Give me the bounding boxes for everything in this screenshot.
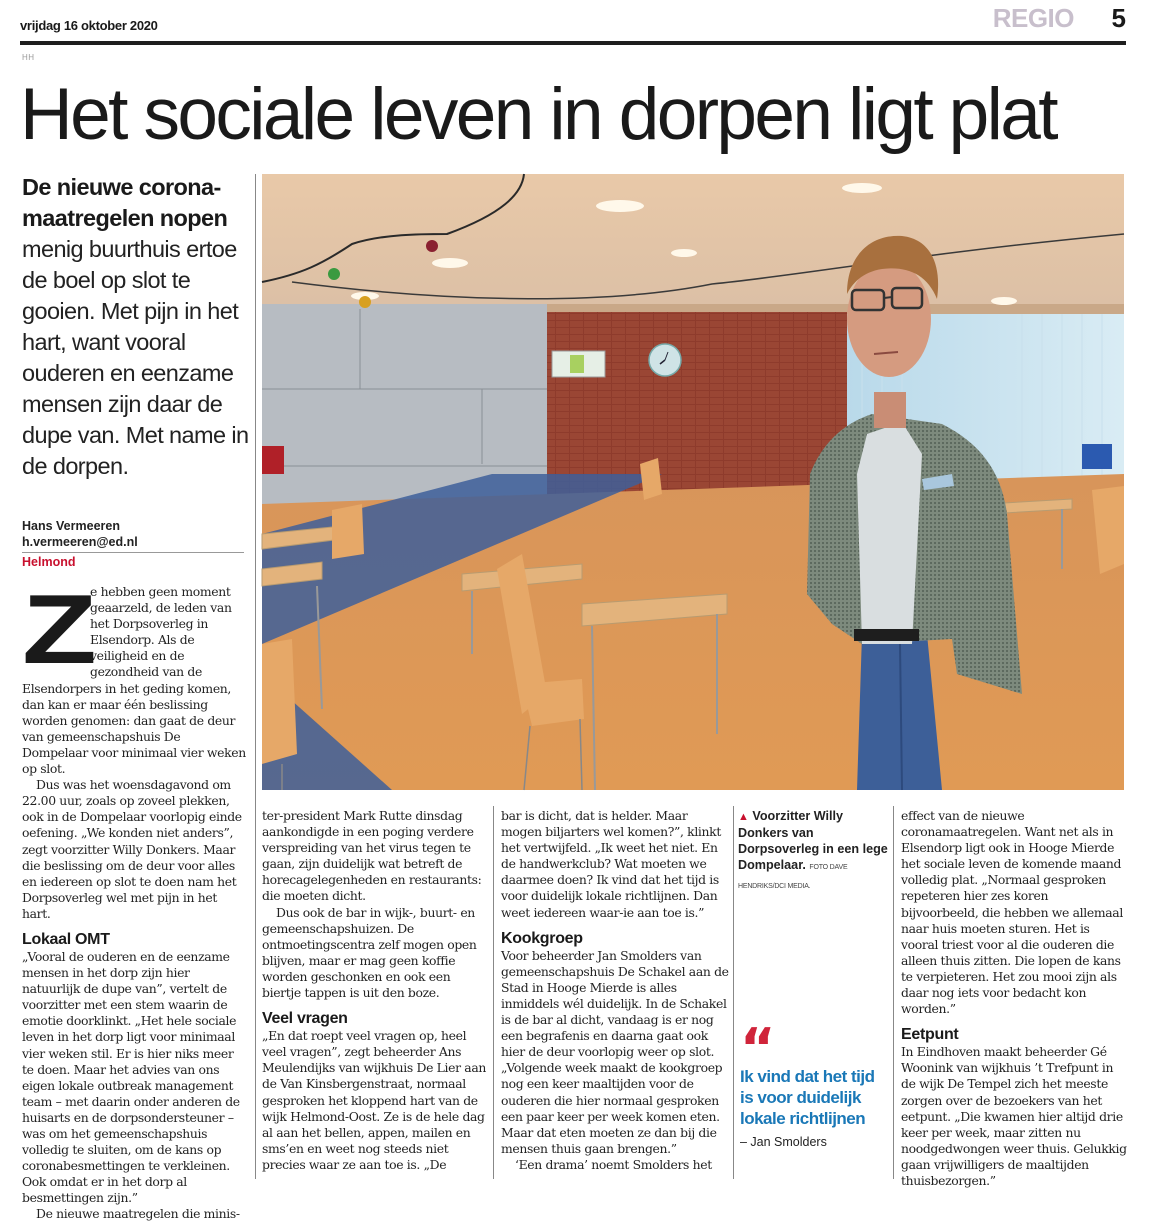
paragraph: e hebben geen moment geaarzeld, de leden van het Dorpsoverleg in Elsendorp. Als de veiligheid en de gezondheid van de Elsendorpers in het geding komen, dan kan er maar één beslissing worden genomen: dan gaat de deur van gemeenschapshuis De Dompelaar voor minimaal vier weken op slot.	[22, 584, 246, 777]
intro-text: menig buurthuis ertoe de boel op slot te gooien. Met pijn in het hart, want vooral ouderen en eenzame mensen zijn daar de dupe van. Met name in de dorpen.	[22, 236, 249, 479]
dropcap: Z	[22, 574, 97, 684]
intro-bold: De nieuwe corona-maatregelen nopen	[22, 174, 228, 231]
section-label: REGIO	[992, 3, 1074, 33]
page-number: 5	[1111, 3, 1126, 33]
photo-caption	[738, 808, 893, 895]
article-column-1	[22, 574, 248, 1223]
subheading-eetpunt: Eetpunt	[901, 1026, 959, 1044]
paragraph: Dus was het woensdagavond om 22.00 uur, zoals op zoveel plekken, ook in de Dompelaar voorlopig einde oefening. „We konden niet anders”, zegt voorzitter Willy Donkers. Maar die beslissing om de deur voor alles en iedereen op slot te doen nam het Dorpsoverleg wel met pijn in het hart.	[22, 777, 242, 921]
subheading-kookgroep: Kookgroep	[501, 929, 583, 947]
issue-date: vrijdag 16 oktober 2020	[20, 18, 158, 33]
paragraph: bar is dicht, dat is helder. Maar mogen biljarters wel komen?”, klinkt het vertwijfeld. „Ik weet het niet. En de handwerkclub? Wat moeten we daarmee doen? Ik vind dat het tijd is voor duidelijk lokale richtlijnen. Dan weet iedereen waar-ie aan toe is.”	[501, 808, 721, 920]
paragraph: ter-president Mark Rutte dinsdag aankondigde in een poging verdere verspreiding van het virus tegen te gaan, zijn duidelijk wat betreft de horecagelegenheden en restaurants: die moeten dicht.	[262, 808, 482, 904]
masthead	[20, 0, 1126, 40]
dateline: Helmond	[22, 555, 76, 569]
paragraph: Voor beheerder Jan Smolders van gemeenschapshuis De Schakel aan de Stad in Hooge Mierde is alles inmiddels wél duidelijk. In de Schakel is de bar al dicht, vandaag is er nog een begrafenis en daarna gaat ook hier de deur voorlopig weer op slot. „Volgende week maakt de kookgroep nog een keer maaltijden voor de ouderen die hier normaal gesproken een paar keer per week komen eten. Maar dat eten moeten ze dan bij die mensen thuis gaan brengen.”	[501, 947, 729, 1156]
intro	[22, 172, 250, 482]
article-column-3	[501, 808, 729, 1173]
paragraph: Dus ook de bar in wijk-, buurt- en gemeenschapshuizen. De ontmoetingscentra zelf mogen open blijven, maar er mag geen koffie worden geschonken en ook een biertje tappen is uit den boze.	[262, 904, 477, 1001]
author-email[interactable]: h.vermeeren@ed.nl	[22, 535, 138, 549]
caption-text: Voorzitter Willy Donkers van Dorpsoverleg in een lege Dompelaar.	[738, 809, 888, 872]
paragraph: „En dat roept veel vragen op, heel veel vragen”, zegt beheerder Ans Meulendijks van wijkhuis De Lier aan de Van Kinsbergenstraat, normaal gesproken het kloppend hart van de wijk Helmond-Oost. Ze is de hele dag al aan het bellen, appen, mailen en sms’en en weet nog steeds niet precies waar ze aan toe is. „De	[262, 1028, 487, 1172]
paragraph: „Vooral de ouderen en de eenzame mensen in het dorp zijn hier natuurlijk de dupe van”, vertelt de voorzitter met een stem waarin de emotie doorklinkt. „Het hele sociale leven in het dorp ligt voor minimaal vier weken stil. Er is hier niks meer te doen. Maar het advies van ons eigen lokale outbreak management team – met daarin onder anderen de huisarts en de dorpsondersteuner – was om het gemeenschapshuis volledig te sluiten, om de kans op coronabesmettingen te verkleinen. Ook omdat er in het dorp al besmettingen zijn.”	[22, 948, 240, 1206]
headline: Het sociale leven in dorpen ligt plat	[20, 74, 1056, 155]
column-divider	[493, 806, 494, 1179]
column-divider	[893, 806, 894, 1179]
pull-quote	[740, 1017, 890, 1149]
article-photo	[262, 174, 1124, 790]
quote-mark-icon: “	[740, 1017, 772, 1080]
paragraph: De nieuwe maatregelen die minis-	[36, 1206, 240, 1222]
paragraph: effect van de nieuwe coronamaatregelen. Want net als in Elsendorp ligt ook in Hooge Mierde het sociale leven de komende maand volledig plat. „Normaal gesproken repeteren hier zes koren bijvoorbeeld, die hebben we allemaal naar huis moeten sturen. Het is vooral triest voor al die ouderen die alleen thuis zitten. Die lopen de kans te verpieteren. Het zou mooi zijn als daar nog iets voor bedacht kon worden.”	[901, 808, 1123, 1017]
article-column-2	[262, 808, 490, 1173]
ceiling	[262, 174, 1124, 304]
column-divider	[255, 174, 256, 1179]
paragraph: ‘Een drama’ noemt Smolders het	[515, 1156, 712, 1172]
paragraph: In Eindhoven maakt beheerder Gé Woonink van wijkhuis ’t Trefpunt in de wijk De Tempel zich het meeste zorgen over de bezoekers van het eetpunt. „Die kwamen hier altijd drie keer per week, maar zitten nu noodgedwongen weer thuis. Gelukkig gaan vrijwilligers de maaltijden thuisbezorgen.”	[901, 1044, 1127, 1188]
pull-quote-text: Ik vind dat het tijd is voor duidelijk lokale richtlijnen	[740, 1067, 875, 1128]
photo-illustration	[262, 174, 1124, 790]
subheading-lokaal-omt: Lokaal OMT	[22, 930, 110, 948]
pull-quote-author: – Jan Smolders	[740, 1135, 827, 1149]
byline	[22, 518, 246, 550]
subheading-veel-vragen: Veel vragen	[262, 1010, 348, 1028]
column-divider	[733, 806, 734, 1179]
photo-credit: FOTO DAVE HENDRIKS/DCI MEDIA.	[738, 864, 848, 890]
masthead-rule	[20, 41, 1126, 45]
triangle-up-icon: ▲	[738, 811, 749, 823]
edition-code: HH	[22, 53, 35, 62]
author-name: Hans Vermeeren	[22, 519, 120, 533]
byline-divider	[22, 552, 244, 553]
article-column-4	[901, 808, 1129, 1189]
